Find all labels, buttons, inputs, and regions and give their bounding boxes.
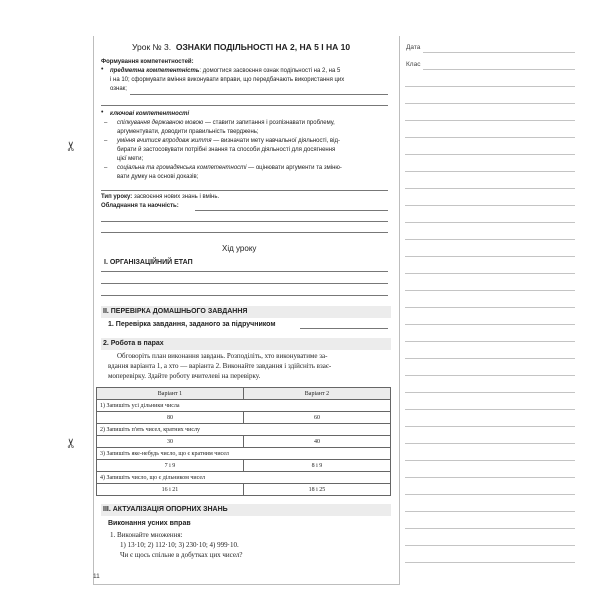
subject-competency-line: предметна компетентність: домогтися засвоєння ознак подільності на 2, на 5	[110, 68, 341, 74]
table-row	[97, 460, 391, 472]
competencies-heading: Формування компетентностей:	[101, 59, 194, 65]
section-organizational: І. ОРГАНІЗАЦІЙНИЙ ЕТАП	[104, 259, 193, 266]
lesson-title	[132, 42, 350, 52]
date-label: Дата	[406, 44, 421, 51]
variants-table	[96, 387, 391, 496]
date-field[interactable]	[423, 52, 575, 53]
notes-line	[405, 154, 575, 155]
lesson-number: Урок № 3.	[132, 42, 172, 52]
answer-line	[101, 232, 388, 233]
variant-2-cell: 8 і 9	[243, 460, 390, 472]
dash: –	[104, 165, 108, 171]
notes-line	[405, 222, 575, 223]
key-competencies-heading: ключові компетентності	[110, 111, 190, 117]
answer-line	[300, 328, 388, 329]
key-competency-line: вати думку на основі доказів;	[117, 174, 199, 180]
notes-line	[405, 256, 575, 257]
notes-line	[405, 426, 575, 427]
notes-line	[405, 239, 575, 240]
class-field[interactable]	[423, 69, 575, 70]
notes-line	[405, 171, 575, 172]
header-variant-1: Варіант 1	[97, 388, 244, 400]
variant-1-cell: 16 і 21	[97, 484, 244, 496]
dash: –	[104, 120, 108, 126]
notes-line	[405, 120, 575, 121]
table-header-row	[97, 388, 391, 400]
equipment-label: Обладнання та наочність:	[101, 203, 179, 209]
answer-line	[101, 105, 388, 106]
lesson-type: Тип уроку: засвоєння нових знань і вмінь.	[101, 194, 220, 200]
notes-line	[405, 545, 575, 546]
notes-line	[405, 86, 575, 87]
variant-1-cell: 80	[97, 412, 244, 424]
table-row	[97, 424, 391, 436]
exercise-item: 1. Виконайте множення:	[110, 531, 183, 539]
notes-line	[405, 562, 575, 563]
notes-line	[405, 358, 575, 359]
notes-line	[405, 443, 575, 444]
header-variant-2: Варіант 2	[243, 388, 390, 400]
answer-line	[130, 94, 388, 95]
bullet: •	[101, 66, 104, 73]
section-homework-check: ІІ. ПЕРЕВІРКА ДОМАШНЬОГО ЗАВДАННЯ	[101, 306, 391, 318]
notes-line	[405, 188, 575, 189]
key-competency-line: аргументувати, доводити правильність тверджень;	[117, 129, 259, 135]
class-label: Клас	[406, 61, 421, 68]
table-row	[97, 412, 391, 424]
key-competency-line: соціальна та громадянська компетентності — оцінювати аргументи та зміню-	[117, 165, 342, 171]
key-competency-line: цієї мети;	[117, 156, 144, 162]
task-cell: 2) Запишіть п'ять чисел, кратних числу	[97, 424, 391, 436]
pairs-text-line: вдання варіанта 1, а хто — варіанта 2. Виконайте завдання і здійсніть взає-	[108, 362, 332, 370]
subject-competency-line: ознак;	[110, 86, 127, 92]
page-number: 11	[93, 573, 100, 580]
answer-line	[101, 283, 388, 284]
notes-line	[405, 307, 575, 308]
subject-competency-line: і на 10; сформувати вміння виконувати вправи, що передбачають використання цих	[110, 77, 345, 83]
exercise-calc: 1) 13·10; 2) 112·10; 3) 230·10; 4) 999·10.	[120, 541, 239, 549]
variant-2-cell: 40	[243, 436, 390, 448]
task-cell: 1) Запишіть усі дільники числа	[97, 400, 391, 412]
table-row	[97, 484, 391, 496]
variant-2-cell: 60	[243, 412, 390, 424]
dash: –	[104, 138, 108, 144]
bullet: •	[101, 109, 104, 116]
variant-1-cell: 7 і 9	[97, 460, 244, 472]
key-competency-line: уміння вчитися впродовж життя — визначати мету навчальної діяльності, від-	[117, 138, 340, 144]
pairs-text-line: Обговоріть план виконання завдань. Розподіліть, хто виконуватиме за-	[117, 352, 328, 360]
variant-2-cell: 18 і 25	[243, 484, 390, 496]
answer-line	[101, 271, 388, 272]
table-row	[97, 436, 391, 448]
answer-line	[101, 295, 388, 296]
subsection-pair-work: 2. Робота в парах	[101, 338, 391, 350]
subsection-textbook-check: 1. Перевірка завдання, заданого за підручником	[108, 321, 276, 328]
scissors-icon: ✂	[63, 140, 79, 152]
notes-line	[405, 290, 575, 291]
notes-line	[405, 511, 575, 512]
notes-line	[405, 528, 575, 529]
notes-line	[405, 205, 575, 206]
pairs-text-line: мoперевірку. Здайте роботу вчителеві на перевірку.	[108, 372, 261, 380]
notes-line	[405, 375, 575, 376]
notes-line	[405, 273, 575, 274]
notes-line	[405, 460, 575, 461]
scissors-icon: ✂	[63, 437, 79, 449]
notes-line	[405, 137, 575, 138]
task-cell: 4) Запишіть число, що є дільником чисел	[97, 472, 391, 484]
notes-line	[405, 103, 575, 104]
oral-exercises-heading: Виконання усних вправ	[108, 520, 191, 527]
notes-line	[405, 324, 575, 325]
notes-line	[405, 341, 575, 342]
lesson-topic: ОЗНАКИ ПОДІЛЬНОСТІ НА 2, НА 5 І НА 10	[175, 42, 351, 52]
key-competency-line: бирати й застосовувати потрібні знання та способи діяльності для досягнення	[117, 147, 336, 153]
task-cell: 3) Запишіть яке-небудь число, що є кратним чисел	[97, 448, 391, 460]
notes-line	[405, 477, 575, 478]
key-competency-line: спілкування державною мовою — ставити запитання і розпізнавати проблему,	[117, 120, 335, 126]
notes-line	[405, 409, 575, 410]
answer-line	[195, 210, 388, 211]
variant-1-cell: 30	[97, 436, 244, 448]
answer-line	[101, 190, 388, 191]
notes-line	[405, 494, 575, 495]
notes-line	[405, 392, 575, 393]
section-basic-knowledge: ІІІ. АКТУАЛІЗАЦІЯ ОПОРНИХ ЗНАНЬ	[101, 504, 391, 516]
course-heading: Хід уроку	[222, 244, 257, 253]
table-row	[97, 400, 391, 412]
table-row	[97, 472, 391, 484]
exercise-question: Чи є щось спільне в добутках цих чисел?	[120, 551, 243, 559]
table-row	[97, 448, 391, 460]
answer-line	[101, 221, 388, 222]
